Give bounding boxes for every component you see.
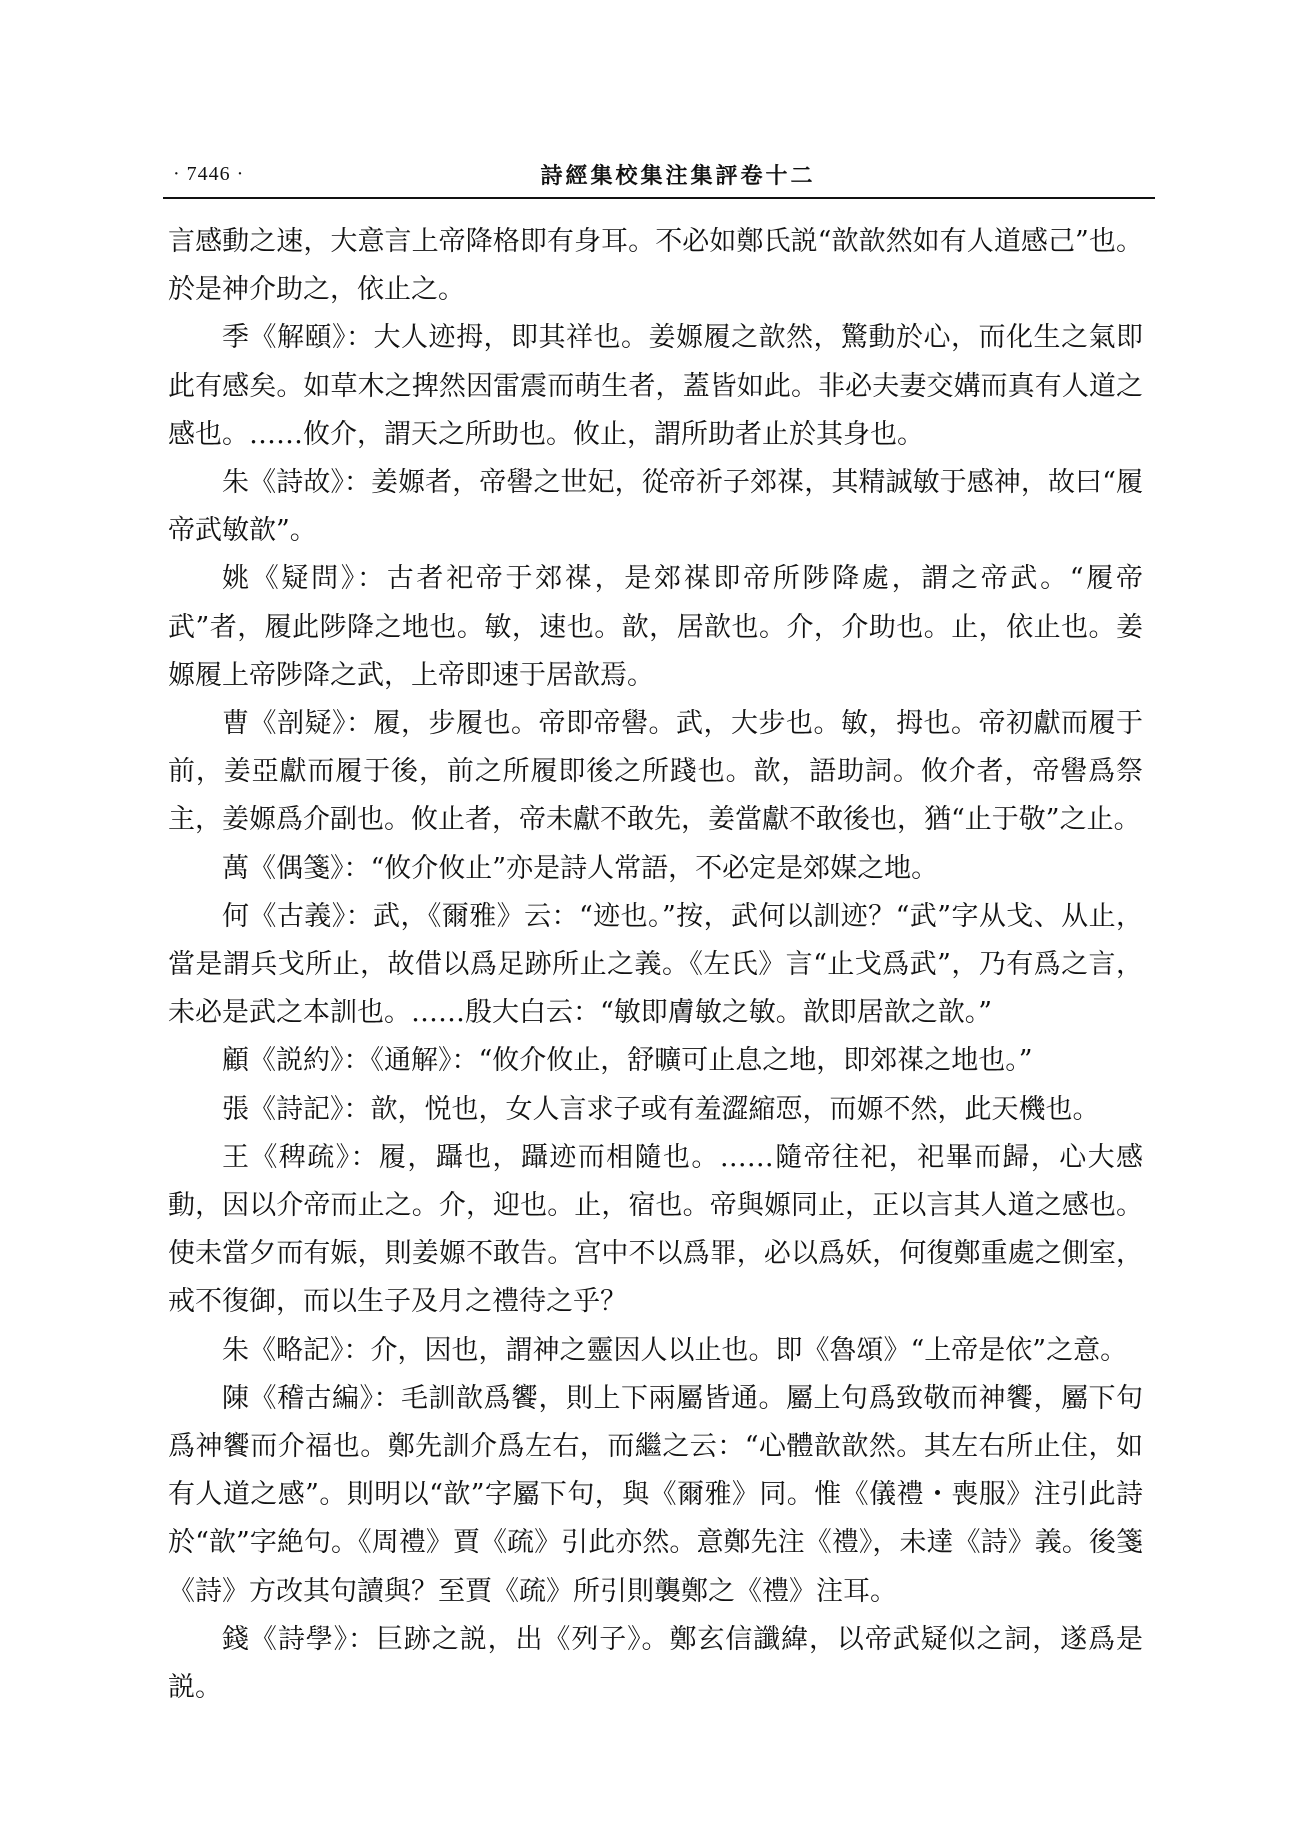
running-title: 詩經集校集注集評卷十二 <box>540 163 816 189</box>
paragraph-gu-shuoyue: 顧《説約》：《通解》：“攸介攸止，舒曠可止息之地，即郊禖之地也。” <box>222 1045 1033 1077</box>
paragraph-zhang-shiji: 張《詩記》：歆，悦也，女人言求子或有羞澀縮恧，而嫄不然，此天機也。 <box>222 1093 1100 1125</box>
paragraph-chen-jigubian: 陳《稽古編》：毛訓歆爲饗，則上下兩屬皆通。屬上句爲致敬而神饗，屬下句爲神饗而介福也。鄭先訓介爲左右，而繼之云：“心體歆歆然。其左右所止住，如有人道之感”。則明以“歆”字屬下句，與《爾雅》同。惟《儀禮・喪服》注引此詩於“歆”字絶句。《周禮》賈《疏》引此亦然。意鄭先注《禮》，未達《詩》義。後箋《詩》方改其句讀與？至賈《疏》所引則襲鄭之《禮》注耳。 <box>168 1382 1143 1607</box>
paragraph-qian-shixue: 錢《詩學》：巨跡之説，出《列子》。鄭玄信讖緯，以帝武疑似之詞，遂爲是説。 <box>168 1623 1143 1704</box>
paragraph-he-guyi: 何《古義》：武，《爾雅》云：“迹也。”按，武何以訓迹？“武”字从戈、从止，當是謂兵戈所止，故借以爲足跡所止之義。《左氏》言“止戈爲武”，乃有爲之言，未必是武之本訓也。……殷大白云：“敏即膚敏之敏。歆即居歆之歆。” <box>168 900 1143 1029</box>
paragraph-yao-yiwen: 姚《疑問》：古者祀帝于郊禖，是郊禖即帝所陟降處，謂之帝武。“履帝武”者，履此陟降之地也。敏，速也。歆，居歆也。介，介助也。止，依止也。姜嫄履上帝陟降之武，上帝即速于居歆焉。 <box>168 563 1143 691</box>
body-text <box>168 218 1143 1712</box>
paragraph-wang-baishu: 王《稗疏》：履，躡也，躡迹而相隨也。……隨帝往祀，祀畢而歸，心大感動，因以介帝而止之。介，迎也。止，宿也。帝與嫄同止，正以言其人道之感也。使未當夕而有娠，則姜嫄不敢告。宫中不以爲罪，必以爲妖，何復鄭重處之側室，戒不復御，而以生子及月之禮待之乎？ <box>168 1141 1143 1318</box>
paragraph-cao-pouyi: 曹《剖疑》：履，步履也。帝即帝嚳。武，大步也。敏，拇也。帝初獻而履于前，姜亞獻而履于後，前之所履即後之所踐也。歆，語助詞。攸介者，帝嚳爲祭主，姜嫄爲介副也。攸止者，帝未獻不敢先，姜當獻不敢後也，猶“止于敬”之止。 <box>168 708 1143 836</box>
paragraph-zhu-shigu: 朱《詩故》：姜嫄者，帝嚳之世妃，從帝祈子郊禖，其精誠敏于感神，故曰“履帝武敏歆”。 <box>168 467 1143 547</box>
paragraph-wan-oujian: 萬《偶箋》：“攸介攸止”亦是詩人常語，不必定是郊媒之地。 <box>222 852 939 884</box>
header-rule <box>163 197 1155 199</box>
paragraph-continuation: 言感動之速，大意言上帝降格即有身耳。不必如鄭氏説“歆歆然如有人道感己”也。於是神介助之，依止之。 <box>168 226 1143 306</box>
paragraph-zhu-lueji: 朱《略記》：介，因也，謂神之靈因人以止也。即《魯頌》“上帝是依”之意。 <box>222 1334 1128 1366</box>
page-header <box>163 155 1153 195</box>
paragraph-ji-jieyi: 季《解頤》：大人迹拇，即其祥也。姜嫄履之歆然，驚動於心，而化生之氣即此有感矣。如草木之捭然因雷震而萌生者，蓋皆如此。非必夫妻交媾而真有人道之感也。……攸介，謂天之所助也。攸止，謂所助者止於其身也。 <box>168 322 1143 450</box>
page-number: · 7446 · <box>173 163 245 185</box>
